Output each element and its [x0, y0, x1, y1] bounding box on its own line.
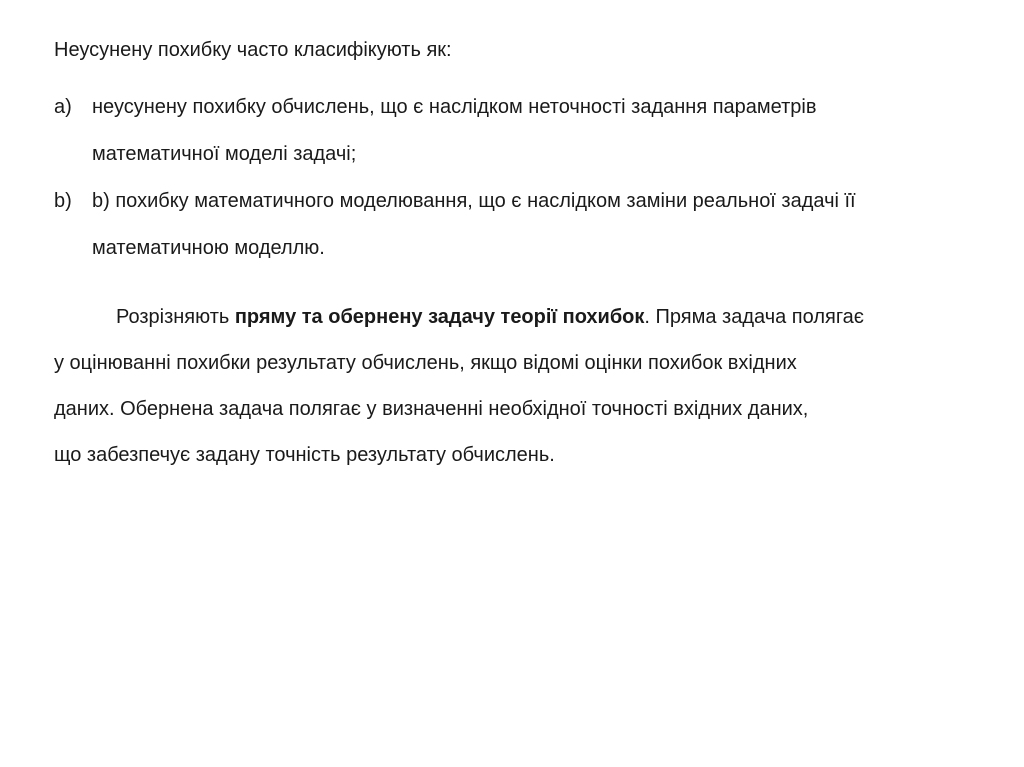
list-item-b-line-1: b) похибку математичного моделювання, що є наслідком заміни реальної задачі її — [92, 190, 856, 212]
paragraph-line-4: що забезпечує задану точність результату обчислень. — [54, 444, 555, 466]
list-item-a — [54, 84, 1004, 178]
paragraph-tail: . Пряма задача полягає — [644, 306, 864, 328]
paragraph-line-1 — [54, 294, 969, 340]
paragraph-lead: Розрізняють — [116, 306, 235, 328]
list-item-a-line-1: неусунену похибку обчислень, що є наслідком неточності задання параметрів — [92, 96, 817, 118]
list-item-b — [54, 178, 1004, 272]
classification-list — [54, 84, 1004, 272]
list-marker-b: b) — [54, 190, 72, 212]
paragraph-bold-term: пряму та обернену задачу теорії похибок — [234, 306, 645, 328]
intro-text: Неусунену похибку часто класифікують як: — [54, 39, 452, 61]
list-item-a-line-2: математичної моделі задачі; — [92, 143, 357, 165]
problem-paragraph — [54, 294, 969, 478]
list-item-b-line-2: математичною моделлю. — [92, 237, 325, 259]
paragraph-line-2: у оцінюванні похибки результату обчислень, якщо відомі оцінки похибок вхідних — [54, 352, 797, 374]
paragraph-line-3: даних. Обернена задача полягає у визначенні необхідної точності вхідних даних, — [54, 398, 809, 420]
list-marker-a: a) — [54, 96, 72, 118]
